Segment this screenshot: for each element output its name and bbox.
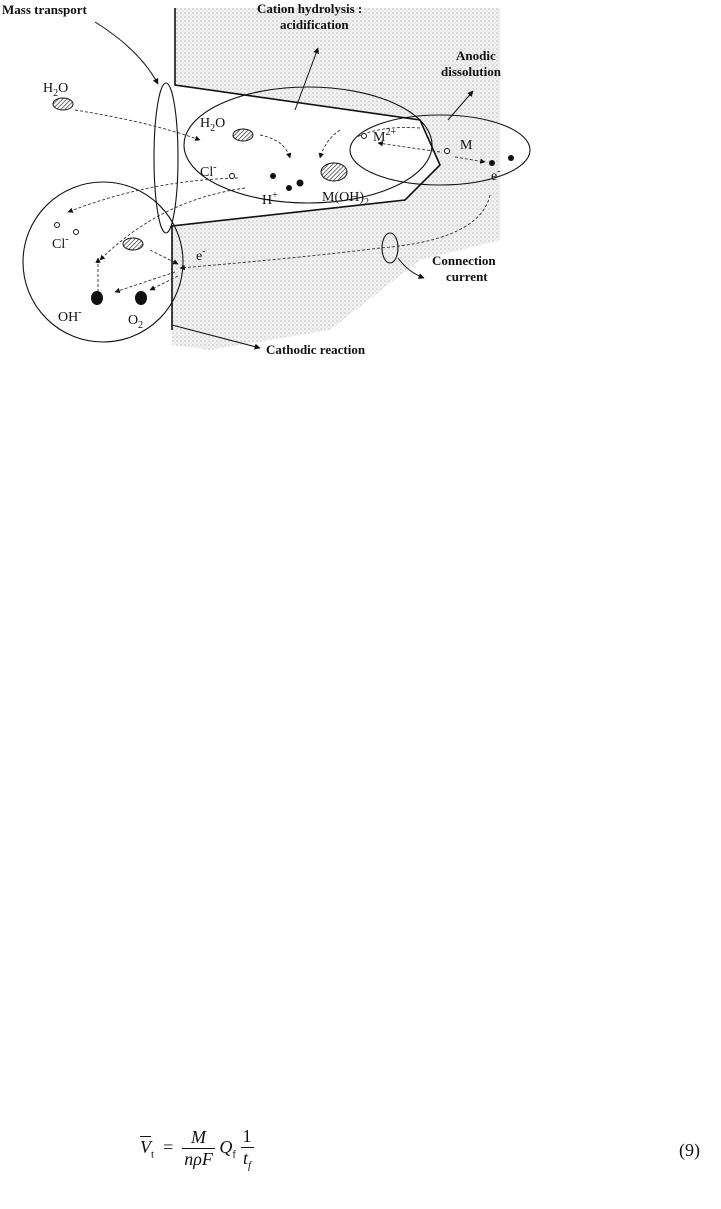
species-o2: $O_2$ bbox=[128, 313, 144, 331]
h2o-molecule-cathode bbox=[123, 238, 143, 250]
species-h2o-outside: $H_2O$ bbox=[43, 81, 69, 99]
oh-ion bbox=[91, 291, 103, 305]
species-oh: OH- bbox=[58, 307, 82, 325]
species-m2plus: $M^{2+}$ bbox=[373, 127, 397, 145]
h2o-molecule-outside bbox=[53, 98, 73, 110]
label-cation-hydrolysis: Cation hydrolysis : bbox=[257, 1, 363, 16]
species-e-anode: e- bbox=[491, 166, 501, 184]
hplus-ion bbox=[270, 173, 276, 179]
hplus-ion-3 bbox=[297, 180, 304, 187]
cl-ion-inside bbox=[230, 174, 235, 179]
label-anodic: Anodic bbox=[456, 48, 496, 63]
eq-fraction-2 bbox=[241, 1126, 254, 1172]
eq-frac2-num: 1 bbox=[242, 1126, 252, 1146]
species-m: M bbox=[460, 138, 473, 153]
label-current: current bbox=[446, 269, 488, 284]
metal-atom bbox=[445, 149, 450, 154]
label-mass-transport: Mass transport bbox=[2, 2, 87, 17]
eq-lhs: $\overline{V}$ bbox=[140, 1136, 151, 1157]
eq-lhs-sub: t bbox=[151, 1148, 155, 1161]
equation-9 bbox=[140, 1118, 700, 1188]
cl-ion-cathode-2 bbox=[74, 230, 79, 235]
electron-anode bbox=[489, 160, 495, 166]
hplus-ion-2 bbox=[286, 185, 292, 191]
h2o-molecule-inside bbox=[233, 129, 253, 141]
label-connection: Connection bbox=[432, 253, 496, 268]
species-cl-inside: Cl- bbox=[200, 162, 217, 180]
cl-ion-cathode bbox=[55, 223, 60, 228]
eq-frac2-den: $t_f$ bbox=[242, 1148, 252, 1172]
eq-q: Q bbox=[219, 1136, 233, 1157]
eq-frac1-den: nρF bbox=[184, 1149, 213, 1170]
mass-transport-arrow bbox=[95, 22, 158, 84]
label-cathodic-reaction: Cathodic reaction bbox=[266, 342, 366, 357]
equation-number: (9) bbox=[679, 1140, 700, 1160]
o2-molecule bbox=[135, 291, 147, 305]
eq-q-sub: f bbox=[232, 1148, 237, 1161]
moh2-precipitate bbox=[321, 163, 347, 181]
cathode-ellipse bbox=[23, 182, 183, 342]
eq-frac1-num: M bbox=[182, 1127, 215, 1149]
eq-fraction-1 bbox=[182, 1127, 215, 1170]
species-cl-cathode: Cl- bbox=[52, 234, 69, 252]
electron-anode-2 bbox=[508, 155, 514, 161]
label-acidification: acidification bbox=[280, 17, 349, 32]
species-e-cathode: e- bbox=[196, 246, 206, 264]
species-h2o-inside: $H_2O$ bbox=[200, 116, 226, 134]
mass-transport-ellipse bbox=[154, 83, 178, 233]
eq-equals: = bbox=[158, 1136, 178, 1157]
label-dissolution: dissolution bbox=[441, 64, 501, 79]
corrosion-mechanism-diagram bbox=[0, 0, 540, 360]
m2plus-ion bbox=[362, 134, 367, 139]
equation-body bbox=[140, 1126, 254, 1172]
species-moh2: $M(OH)_2$ bbox=[322, 190, 369, 208]
species-hplus: H+ bbox=[262, 190, 278, 208]
